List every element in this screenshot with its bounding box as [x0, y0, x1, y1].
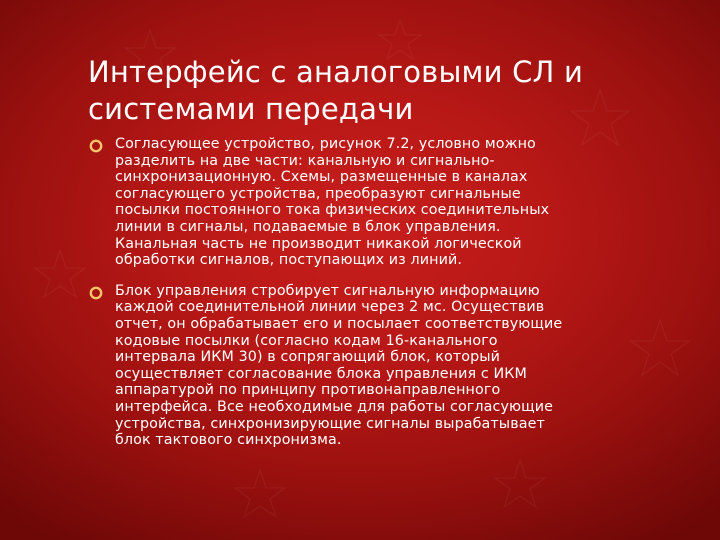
bullet-item-1 — [88, 136, 648, 269]
bullet-text-1 — [115, 136, 648, 269]
bullet-2-line: блок тактового синхронизма. — [115, 432, 342, 449]
bullet-1-line: посылки постоянного тока физических соединительных — [115, 202, 550, 219]
bullet-2-line: Блок управления стробирует сигнальную информацию — [115, 282, 540, 299]
hollow-circle-bullet-icon — [89, 286, 103, 300]
bullet-1-line: синхронизационную. Схемы, размещенные в каналах — [115, 169, 528, 186]
bullet-2-line: каждой соединительной линии через 2 мс. Осуществив — [115, 299, 545, 316]
bullet-1-line: Согласующее устройство, рисунок 7.2, условно можно — [115, 136, 536, 152]
bullet-2-line: кодовые посылки (согласно кодам 16-канального — [115, 332, 498, 349]
slide-content — [88, 136, 648, 463]
bullet-text-2 — [115, 283, 648, 449]
bullet-2-line: интерфейса. Все необходимые для работы согласующие — [115, 398, 554, 415]
slide-title-line-1: Интерфейс с аналоговыми СЛ и — [88, 55, 584, 89]
bullet-2-line: осуществляет согласование блока управления с ИКМ — [115, 365, 527, 382]
bullet-1-line: обработки сигналов, поступающих из линий. — [115, 252, 463, 269]
bullet-2-line: устройства, синхронизирующие сигналы вырабатывает — [115, 415, 545, 432]
hollow-circle-bullet-icon — [89, 139, 103, 153]
slide-title-line-2: системами передачи — [88, 92, 414, 126]
bullet-2-line: интервала ИКМ 30) в сопрягающий блок, который — [115, 349, 501, 366]
slide-title — [88, 54, 688, 128]
bullet-1-line: Канальная часть не производит никакой логической — [115, 235, 522, 252]
bullet-item-2 — [88, 283, 648, 449]
bullet-1-line: согласующего устройства, преобразуют сигнальные — [115, 185, 521, 202]
bullet-1-line: линии в сигналы, подаваемые в блок управления. — [115, 218, 501, 235]
bullet-2-line: аппаратурой по принципу противонаправленного — [115, 382, 501, 399]
bullet-1-line: разделить на две части: канальную и сигнально- — [115, 152, 495, 169]
bullet-2-line: отчет, он обрабатывает его и посылает соответствующие — [115, 315, 563, 332]
